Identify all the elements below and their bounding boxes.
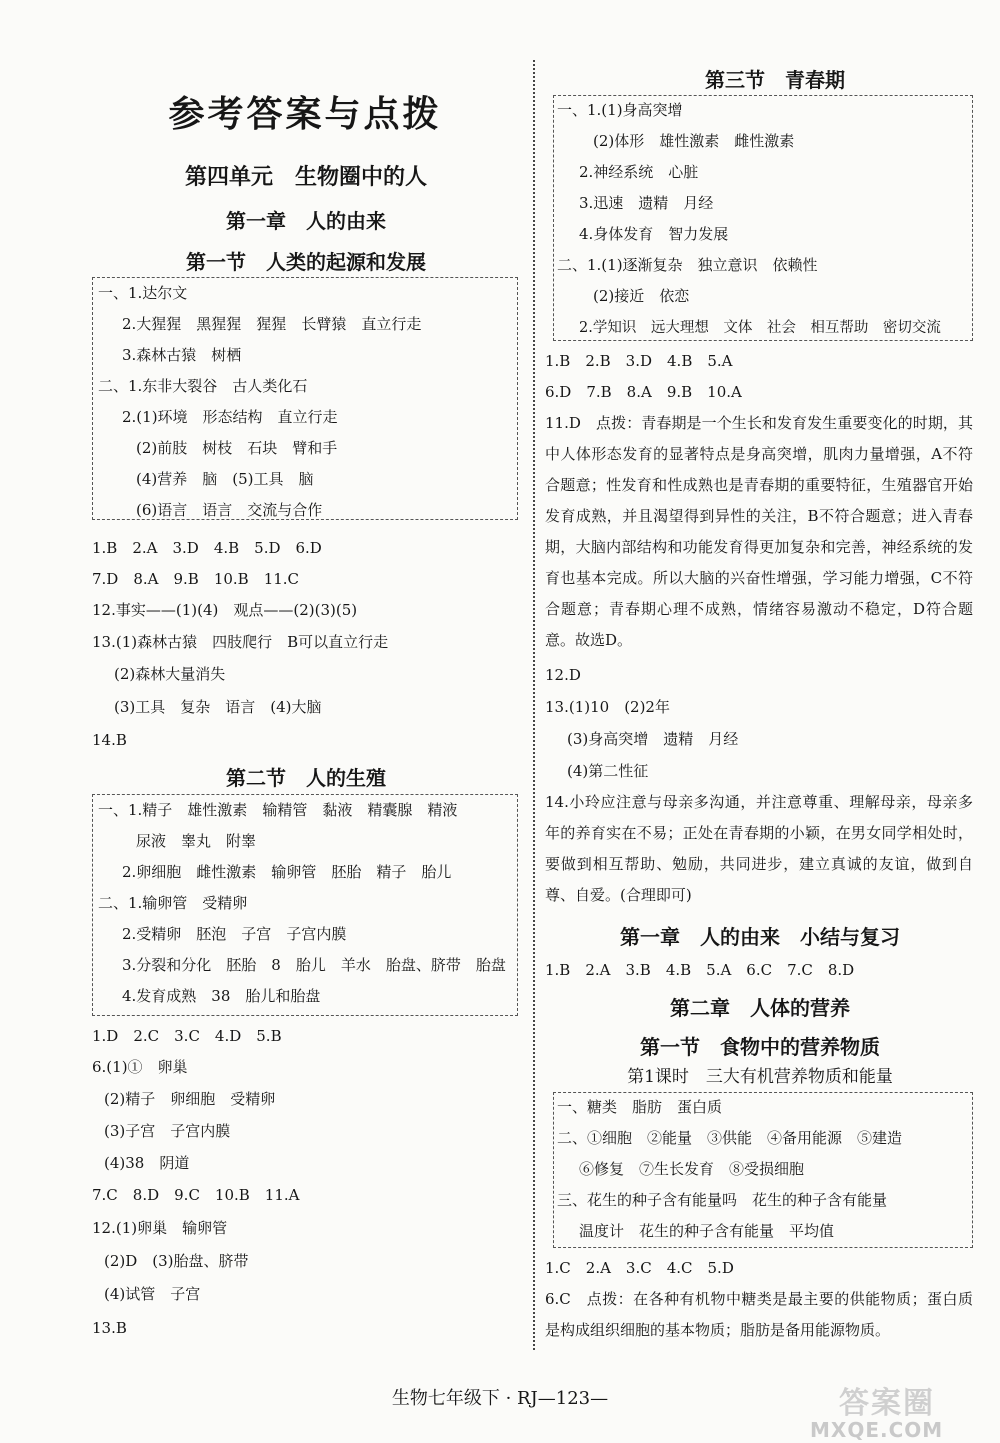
answer-line: 1.D 2.C 3.C 4.D 5.B — [92, 1027, 282, 1045]
answer-line: 一、糖类 脂肪 蛋白质 — [557, 1098, 723, 1116]
answer-line: (6)语言 语言 交流与合作 — [136, 501, 323, 519]
answer-line: (3)身高突增 遗精 月经 — [567, 730, 739, 748]
answer-line: 1.B 2.B 3.D 4.B 5.A — [545, 352, 733, 370]
answer-line: 一、1.精子 雄性激素 输精管 黏液 精囊腺 精液 — [98, 801, 458, 819]
page-footer: 生物七年级下 · RJ—123— — [391, 1388, 609, 1409]
section3-heading: 第三节 青春期 — [705, 68, 845, 92]
q11-explanation: 11.D 点拨：青春期是一个生长和发育发生重要变化的时期，其中人体形态发育的显著特点是身高突增，肌肉力量增强，A不符合题意；性发育和性成熟也是青春期的重要特征，生殖器官开始发育成熟，并且渴望得到异性的关注，B不符合题意；进入青春期，大脑内部结构和功能发育得更加复杂和完善，神经系统的发育也基本完成。所以大脑的兴奋性增强，学习能力增强，C不符合题意；青春期心理不成熟，情绪容易激动不稳定，D符合题意。故选D。 — [545, 414, 973, 649]
answer-line: (2)前肢 树枝 石块 臂和手 — [136, 439, 338, 457]
answer-line: (4)营养 脑 (5)工具 脑 — [136, 470, 314, 488]
answer-line: 13.(1)10 (2)2年 — [545, 698, 670, 716]
q6-explanation: 6.C 点拨：在各种有机物中糖类是最主要的供能物质；蛋白质是构成组织细胞的基本物质；脂肪是备用能源物质。 — [545, 1290, 973, 1339]
answer-line: (2)精子 卵细胞 受精卵 — [104, 1090, 276, 1108]
section1-heading: 第一节 人类的起源和发展 — [186, 250, 426, 274]
answer-line: 2.受精卵 胚泡 子宫 子宫内膜 — [122, 925, 347, 943]
answer-line: (4)38 阴道 — [104, 1154, 190, 1172]
answer-line: 二、①细胞 ②能量 ③供能 ④备用能源 ⑤建造 — [557, 1129, 903, 1147]
answer-line: 12.事实——(1)(4) 观点——(2)(3)(5) — [92, 601, 358, 619]
chapter1-review-heading: 第一章 人的由来 小结与复习 — [620, 925, 900, 949]
answer-line: 14.B — [92, 731, 127, 749]
answer-line: 3.迅速 遗精 月经 — [579, 194, 714, 212]
answer-line: (3)子宫 子宫内膜 — [104, 1122, 231, 1140]
answer-line: (4)第二性征 — [567, 762, 649, 780]
answer-line: (2)接近 依恋 — [593, 287, 690, 305]
answer-line: 12.(1)卵巢 输卵管 — [92, 1219, 228, 1237]
answer-line: (2)森林大量消失 — [114, 665, 226, 683]
answer-line: 6.D 7.B 8.A 9.B 10.A — [545, 383, 742, 401]
answer-line: 二、1.输卵管 受精卵 — [98, 894, 248, 912]
food-section-heading: 第一节 食物中的营养物质 — [640, 1035, 880, 1059]
answer-line: (3)工具 复杂 语言 (4)大脑 — [114, 698, 322, 716]
answer-line: 3.森林古猿 树栖 — [122, 346, 242, 364]
answer-line: (2)D (3)胎盘、脐带 — [104, 1252, 249, 1270]
answer-line: 12.D — [545, 666, 581, 684]
answer-line: 2.卵细胞 雌性激素 输卵管 胚胎 精子 胎儿 — [122, 863, 452, 881]
answer-line: 2.神经系统 心脏 — [579, 163, 699, 181]
answer-line: 6.(1)① 卵巢 — [92, 1058, 188, 1076]
answer-line: 4.发育成熟 38 胎儿和胎盘 — [122, 987, 321, 1005]
left-column — [92, 0, 520, 1443]
answer-line: 1.C 2.A 3.C 4.C 5.D — [545, 1259, 734, 1277]
unit-heading: 第四单元 生物圈中的人 — [184, 165, 427, 190]
watermark-badge: 答案圈 — [839, 1386, 935, 1421]
answer-line: (4)试管 子宫 — [104, 1285, 201, 1303]
chapter1-heading: 第一章 人的由来 — [226, 209, 386, 233]
answer-line: 一、1.达尔文 — [98, 284, 188, 302]
lesson-heading: 第1课时 三大有机营养物质和能量 — [627, 1067, 893, 1087]
answer-line: 温度计 花生的种子含有能量 平均值 — [579, 1222, 835, 1240]
answer-line: 三、花生的种子含有能量吗 花生的种子含有能量 — [557, 1191, 888, 1209]
answer-line: 尿液 睾丸 附睾 — [136, 832, 257, 850]
watermark — [792, 1378, 992, 1442]
answer-line: 2.(1)环境 形态结构 直立行走 — [122, 408, 338, 426]
answer-line: 一、1.(1)身高突增 — [557, 101, 683, 119]
answer-line: 13.(1)森林古猿 四肢爬行 B可以直立行走 — [92, 633, 389, 651]
q14-answer: 14.小玲应注意与母亲多沟通，并注意尊重、理解母亲，母亲多年的养育实在不易；正处在青春期的小颖，在男女同学相处时，要做到相互帮助、勉励，共同进步，建立真诚的友谊，做到自尊、自爱。(合理即可) — [545, 793, 973, 904]
right-column — [545, 0, 975, 1443]
answer-line: 7.D 8.A 9.B 10.B 11.C — [92, 570, 300, 588]
chapter2-heading: 第二章 人体的营养 — [670, 996, 850, 1020]
answer-line: 7.C 8.D 9.C 10.B 11.A — [92, 1186, 300, 1204]
answer-line: ⑥修复 ⑦生长发育 ⑧受损细胞 — [579, 1160, 805, 1178]
answer-line: 2.大猩猩 黑猩猩 猩猩 长臂猿 直立行走 — [122, 315, 422, 333]
column-divider — [533, 60, 535, 1350]
answer-line: 二、1.东非大裂谷 古人类化石 — [98, 377, 308, 395]
answer-line: 4.身体发育 智力发展 — [579, 225, 729, 243]
answer-line: 1.B 2.A 3.B 4.B 5.A 6.C 7.C 8.D — [545, 961, 855, 979]
page-title: 参考答案与点拨 — [168, 94, 442, 135]
answer-line: 2.学知识 远大理想 文体 社会 相互帮助 密切交流 — [579, 320, 941, 336]
answer-line: 二、1.(1)逐渐复杂 独立意识 依赖性 — [557, 256, 818, 274]
answer-line: 13.B — [92, 1319, 127, 1337]
answer-line: 3.分裂和分化 胚胎 8 胎儿 羊水 胎盘、脐带 胎盘 — [122, 956, 506, 974]
answer-line: (2)体形 雄性激素 雌性激素 — [593, 132, 795, 150]
section2-heading: 第二节 人的生殖 — [226, 766, 386, 790]
answer-line: 1.B 2.A 3.D 4.B 5.D 6.D — [92, 539, 322, 557]
watermark-url: MXQE.COM — [810, 1418, 944, 1442]
